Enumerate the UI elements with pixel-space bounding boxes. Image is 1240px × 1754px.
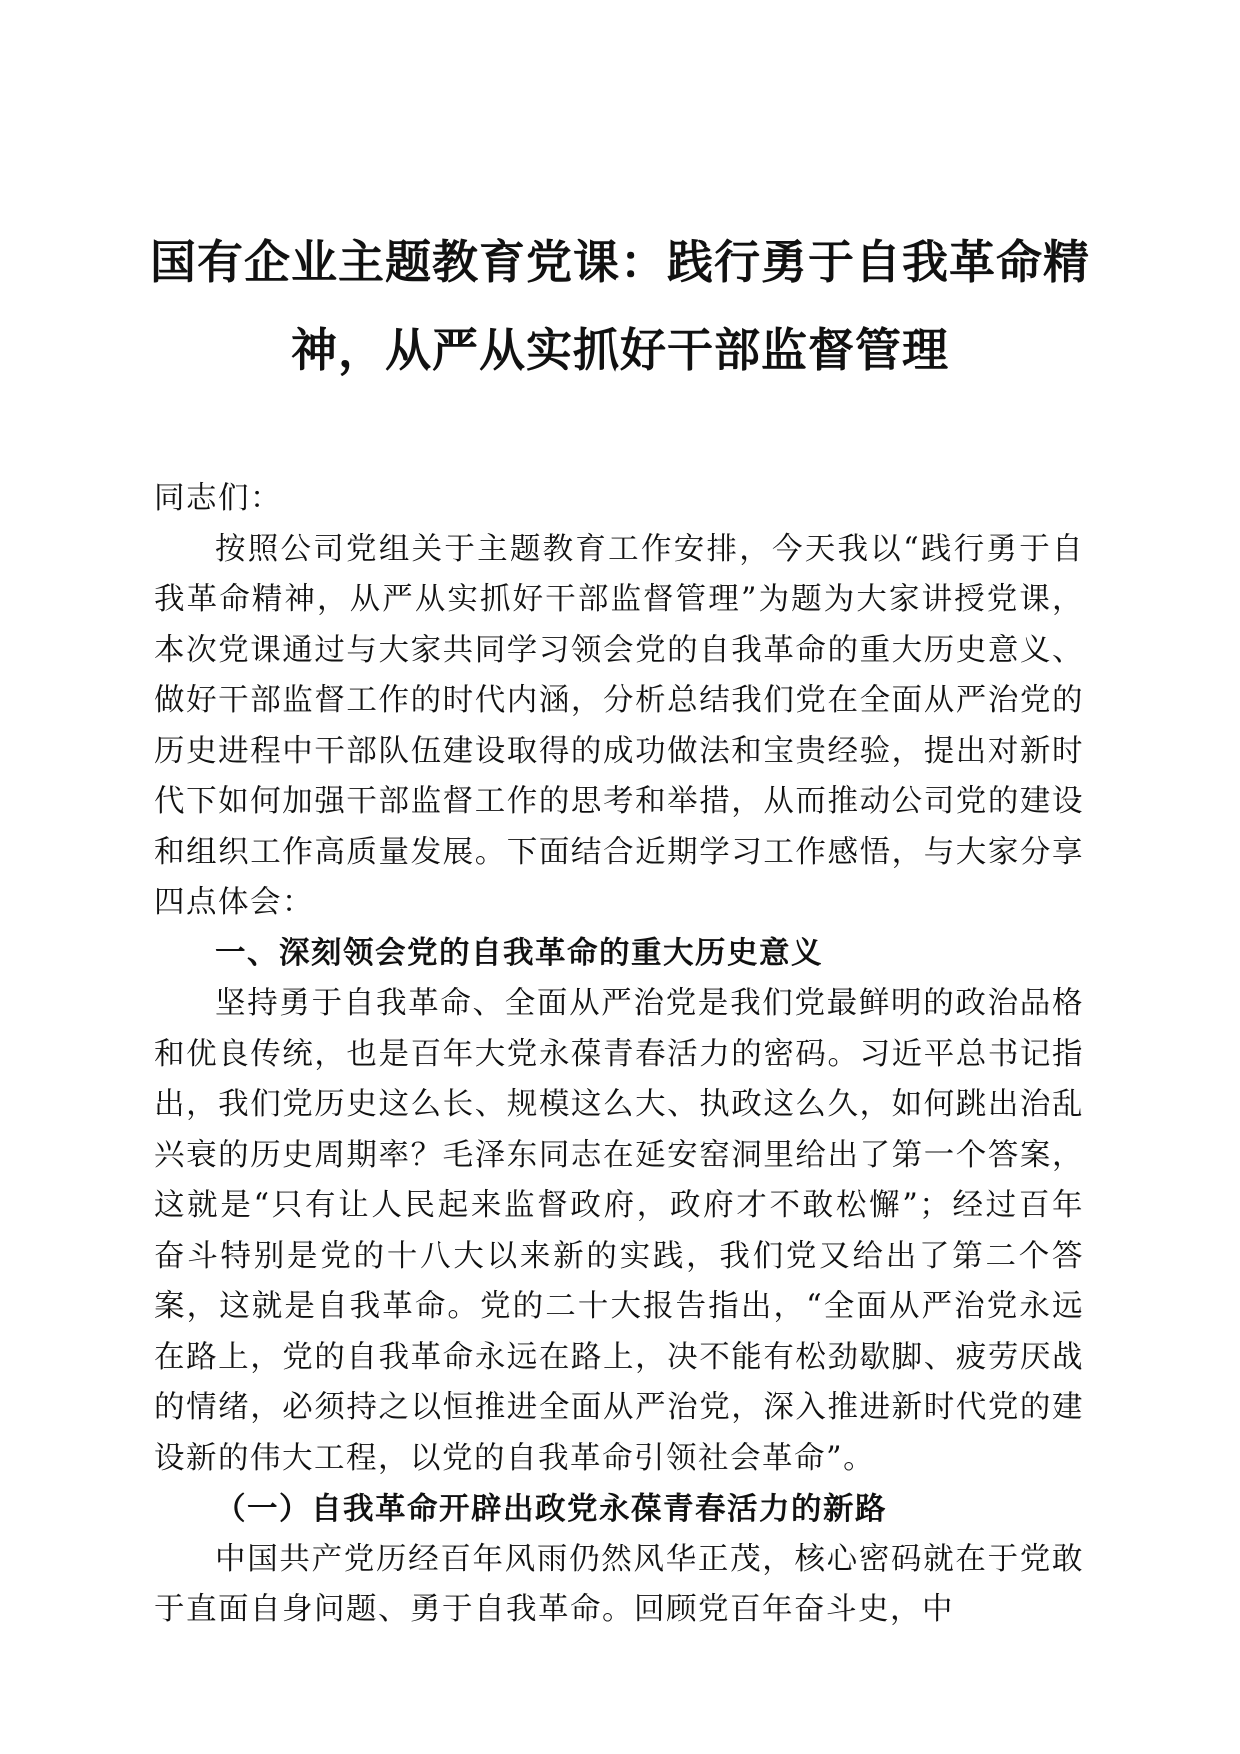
- salutation: 同志们：: [154, 481, 282, 516]
- document-title: [150, 218, 1090, 394]
- title-line-1: 国有企业主题教育党课：践行勇于自我革命精: [150, 235, 1090, 289]
- title-line-2: 神，从严从实抓好干部监督管理: [291, 323, 949, 377]
- section-heading-1: 一、深刻领会党的自我革命的重大历史意义: [215, 935, 823, 971]
- subsection-1-paragraph: 中国共产党历经百年风雨仍然风华正茂，核心密码就在于党敢于直面自身问题、勇于自我革命。回顾党百年奋斗史，中: [154, 1541, 1084, 1627]
- document-body: [154, 474, 1084, 1636]
- intro-paragraph: 按照公司党组关于主题教育工作安排，今天我以“践行勇于自我革命精神，从严从实抓好干部监督管理”为题为大家讲授党课，本次党课通过与大家共同学习领会党的自我革命的重大历史意义、做好干部监督工作的时代内涵，分析总结我们党在全面从严治党的历史进程中干部队伍建设取得的成功做法和宝贵经验，提出对新时代下如何加强干部监督工作的思考和举措，从而推动公司党的建设和组织工作高质量发展。下面结合近期学习工作感悟，与大家分享四点体会：: [154, 531, 1084, 920]
- section-1-paragraph: 坚持勇于自我革命、全面从严治党是我们党最鲜明的政治品格和优良传统，也是百年大党永葆青春活力的密码。习近平总书记指出，我们党历史这么长、规模这么大、执政这么久，如何跳出治乱兴衰的历史周期率？毛泽东同志在延安窑洞里给出了第一个答案，这就是“只有让人民起来监督政府，政府才不敢松懈”；经过百年奋斗特别是党的十八大以来新的实践，我们党又给出了第二个答案，这就是自我革命。党的二十大报告指出，“全面从严治党永远在路上，党的自我革命永远在路上，决不能有松劲歇脚、疲劳厌战的情绪，必须持之以恒推进全面从严治党，深入推进新时代党的建设新的伟大工程，以党的自我革命引领社会革命”。: [154, 986, 1084, 1476]
- subsection-heading-1: （一）自我革命开辟出政党永葆青春活力的新路: [215, 1491, 887, 1527]
